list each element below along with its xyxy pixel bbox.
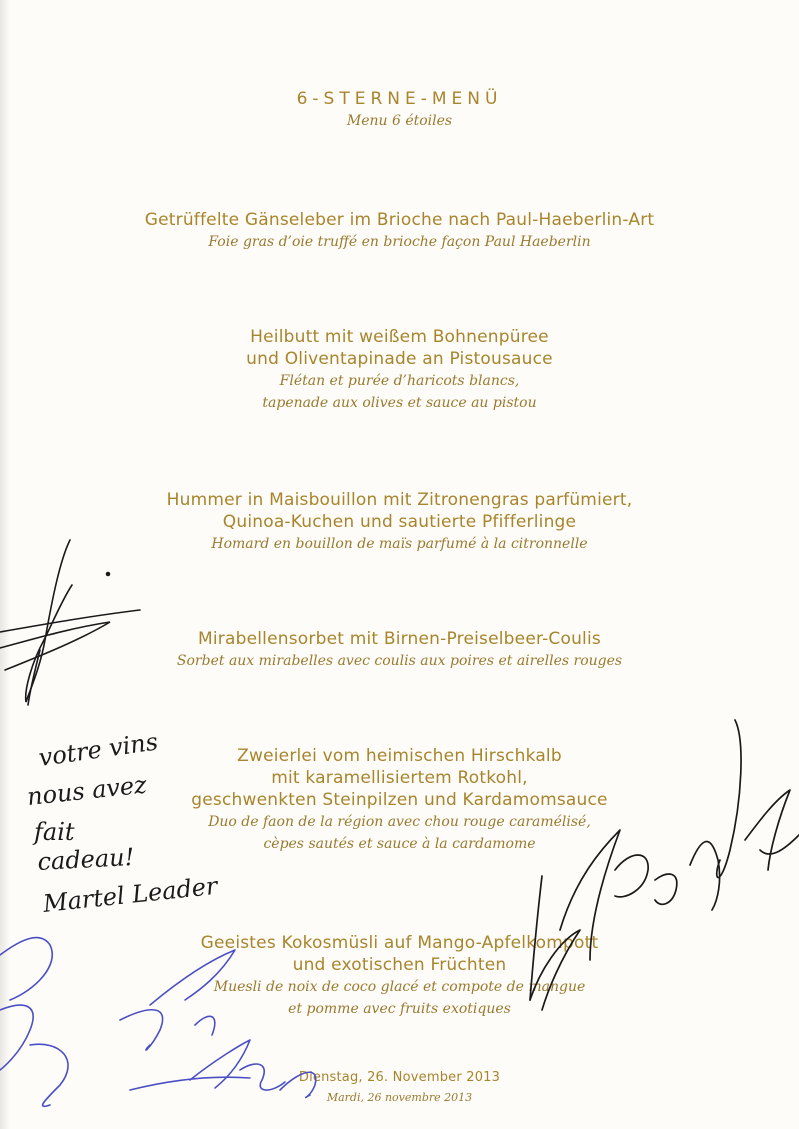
course-1-fr-line-1: Foie gras d’oie truffé en brioche façon Paul Haeberlin [208, 234, 591, 250]
course-1 [0, 209, 799, 253]
course-3-de-line-2: Quinoa-Kuchen und sautierte Pfifferlinge [222, 512, 577, 532]
note-line-1: votre vins [36, 727, 160, 772]
course-2-fr-line-2: tapenade aux olives et sauce au pistou [262, 395, 537, 411]
course-3 [0, 489, 799, 555]
note-line-5: Martel Leader [41, 871, 219, 918]
menu-date-de: Dienstag, 26. November 2013 [298, 1070, 501, 1085]
course-6-fr-line-1: Muesli de noix de coco glacé et compote de mangue [213, 979, 586, 995]
note-line-4: cadeau! [36, 842, 135, 876]
course-5-fr-line-1: Duo de faon de la région avec chou rouge caramélisé, [208, 814, 591, 830]
course-4-fr-line-1: Sorbet aux mirabelles avec coulis aux poires et airelles rouges [176, 653, 623, 669]
note-line-2: nous avez [25, 770, 149, 811]
note-line-3: fait [34, 818, 75, 846]
menu-title-de: 6-STERNE-MENÜ [296, 89, 503, 109]
course-6-de-line-2: und exotischen Früchten [292, 955, 507, 975]
menu-date-fr: Mardi, 26 novembre 2013 [326, 1091, 473, 1104]
course-4-de-line-1: Mirabellensorbet mit Birnen-Preiselbeer-Coulis [198, 629, 601, 649]
course-5 [0, 745, 799, 855]
course-5-de-line-3: geschwenkten Steinpilzen und Kardamomsauce [191, 790, 608, 810]
left-signature [0, 540, 140, 705]
course-3-de-line-1: Hummer in Maisbouillon mit Zitronengras parfümiert, [166, 490, 633, 510]
course-4 [0, 628, 799, 672]
menu-title-fr: Menu 6 étoiles [346, 113, 453, 129]
course-2-de-line-1: Heilbutt mit weißem Bohnenpüree [250, 327, 549, 347]
course-6-fr-line-2: et pomme avec fruits exotiques [288, 1001, 511, 1017]
course-5-fr-line-2: cèpes sautés et sauce à la cardamome [263, 836, 536, 852]
course-2 [0, 326, 799, 414]
course-5-de-line-1: Zweierlei vom heimischen Hirschkalb [237, 746, 562, 766]
course-5-de-line-2: mit karamellisiertem Rotkohl, [271, 768, 528, 788]
menu-date [0, 1067, 799, 1107]
menu-title [0, 88, 799, 132]
course-6 [0, 932, 799, 1020]
course-2-fr-line-1: Flétan et purée d’haricots blancs, [279, 373, 520, 389]
course-6-de-line-1: Geeistes Kokosmüsli auf Mango-Apfelkompott [200, 933, 599, 953]
course-3-fr-line-1: Homard en bouillon de maïs parfumé à la citronnelle [211, 536, 588, 552]
course-1-de-line-1: Getrüffelte Gänseleber im Brioche nach Paul-Haeberlin-Art [144, 210, 655, 230]
course-2-de-line-2: und Oliventapinade an Pistousauce [246, 349, 553, 369]
